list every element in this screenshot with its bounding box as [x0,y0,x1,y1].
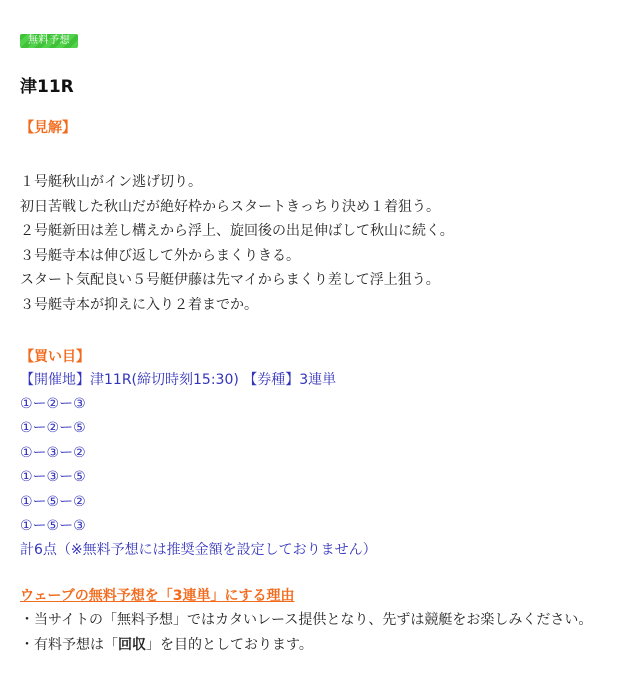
venue-value: 津11R(締切時刻15:30) [90,372,239,388]
bullet-2-bold: 回収 [118,637,146,654]
combo-item: ①ー②ー③ [20,396,86,412]
bullet-2-suffix: 」を目的としております。 [146,637,313,654]
buy-heading: 【買い目】 [20,349,90,365]
reason-heading-link[interactable]: ウェーブの無料予想を「3連単」にする理由 [20,588,295,605]
venue-label: 【開催地】 [20,372,90,388]
race-title: 津11R [20,77,74,97]
combo-list [20,392,620,538]
view-line: 初日苦戦した秋山だが絶好枠からスタートきっちり決め１着狙う。 [20,198,440,215]
ticket-label: 【券種】 [243,372,300,388]
view-line: スタート気配良い５号艇伊藤は先マイからまくり差して浮上狙う。 [20,272,440,288]
bullet-2-prefix: ・有料予想は「 [20,637,118,654]
view-line: ３号艇寺本は伸び返して外からまくりきる。 [20,247,300,264]
reason-bullet-2 [20,633,620,658]
reason-bullet-1: ・当サイトの「無料予想」ではカタいレース提供となり、先ずは競艇をお楽しみください。 [20,612,593,629]
combo-item: ①ー③ー⑤ [20,469,86,486]
view-heading: 【見解】 [20,120,76,136]
combo-item: ①ー②ー⑤ [20,420,86,437]
view-line: １号艇秋山がイン逃げ切り。 [20,174,202,190]
combo-item: ①ー⑤ー② [20,493,86,510]
race-info [20,368,620,392]
view-text [20,170,620,317]
view-line: ２号艇新田は差し構えから浮上、旋回後の出足伸ばして秋山に続く。 [20,223,454,239]
ticket-value: 3連単 [299,372,337,388]
combo-item: ①ー③ー② [20,444,86,461]
total-points: 計6点（※無料予想には推奨金額を設定しておりません） [20,542,377,559]
combo-item: ①ー⑤ー③ [20,517,86,534]
view-line: ３号艇寺本が抑えに入り２着までか。 [20,296,258,313]
free-prediction-badge: 無料予想 [20,34,78,48]
article-body [20,28,620,658]
